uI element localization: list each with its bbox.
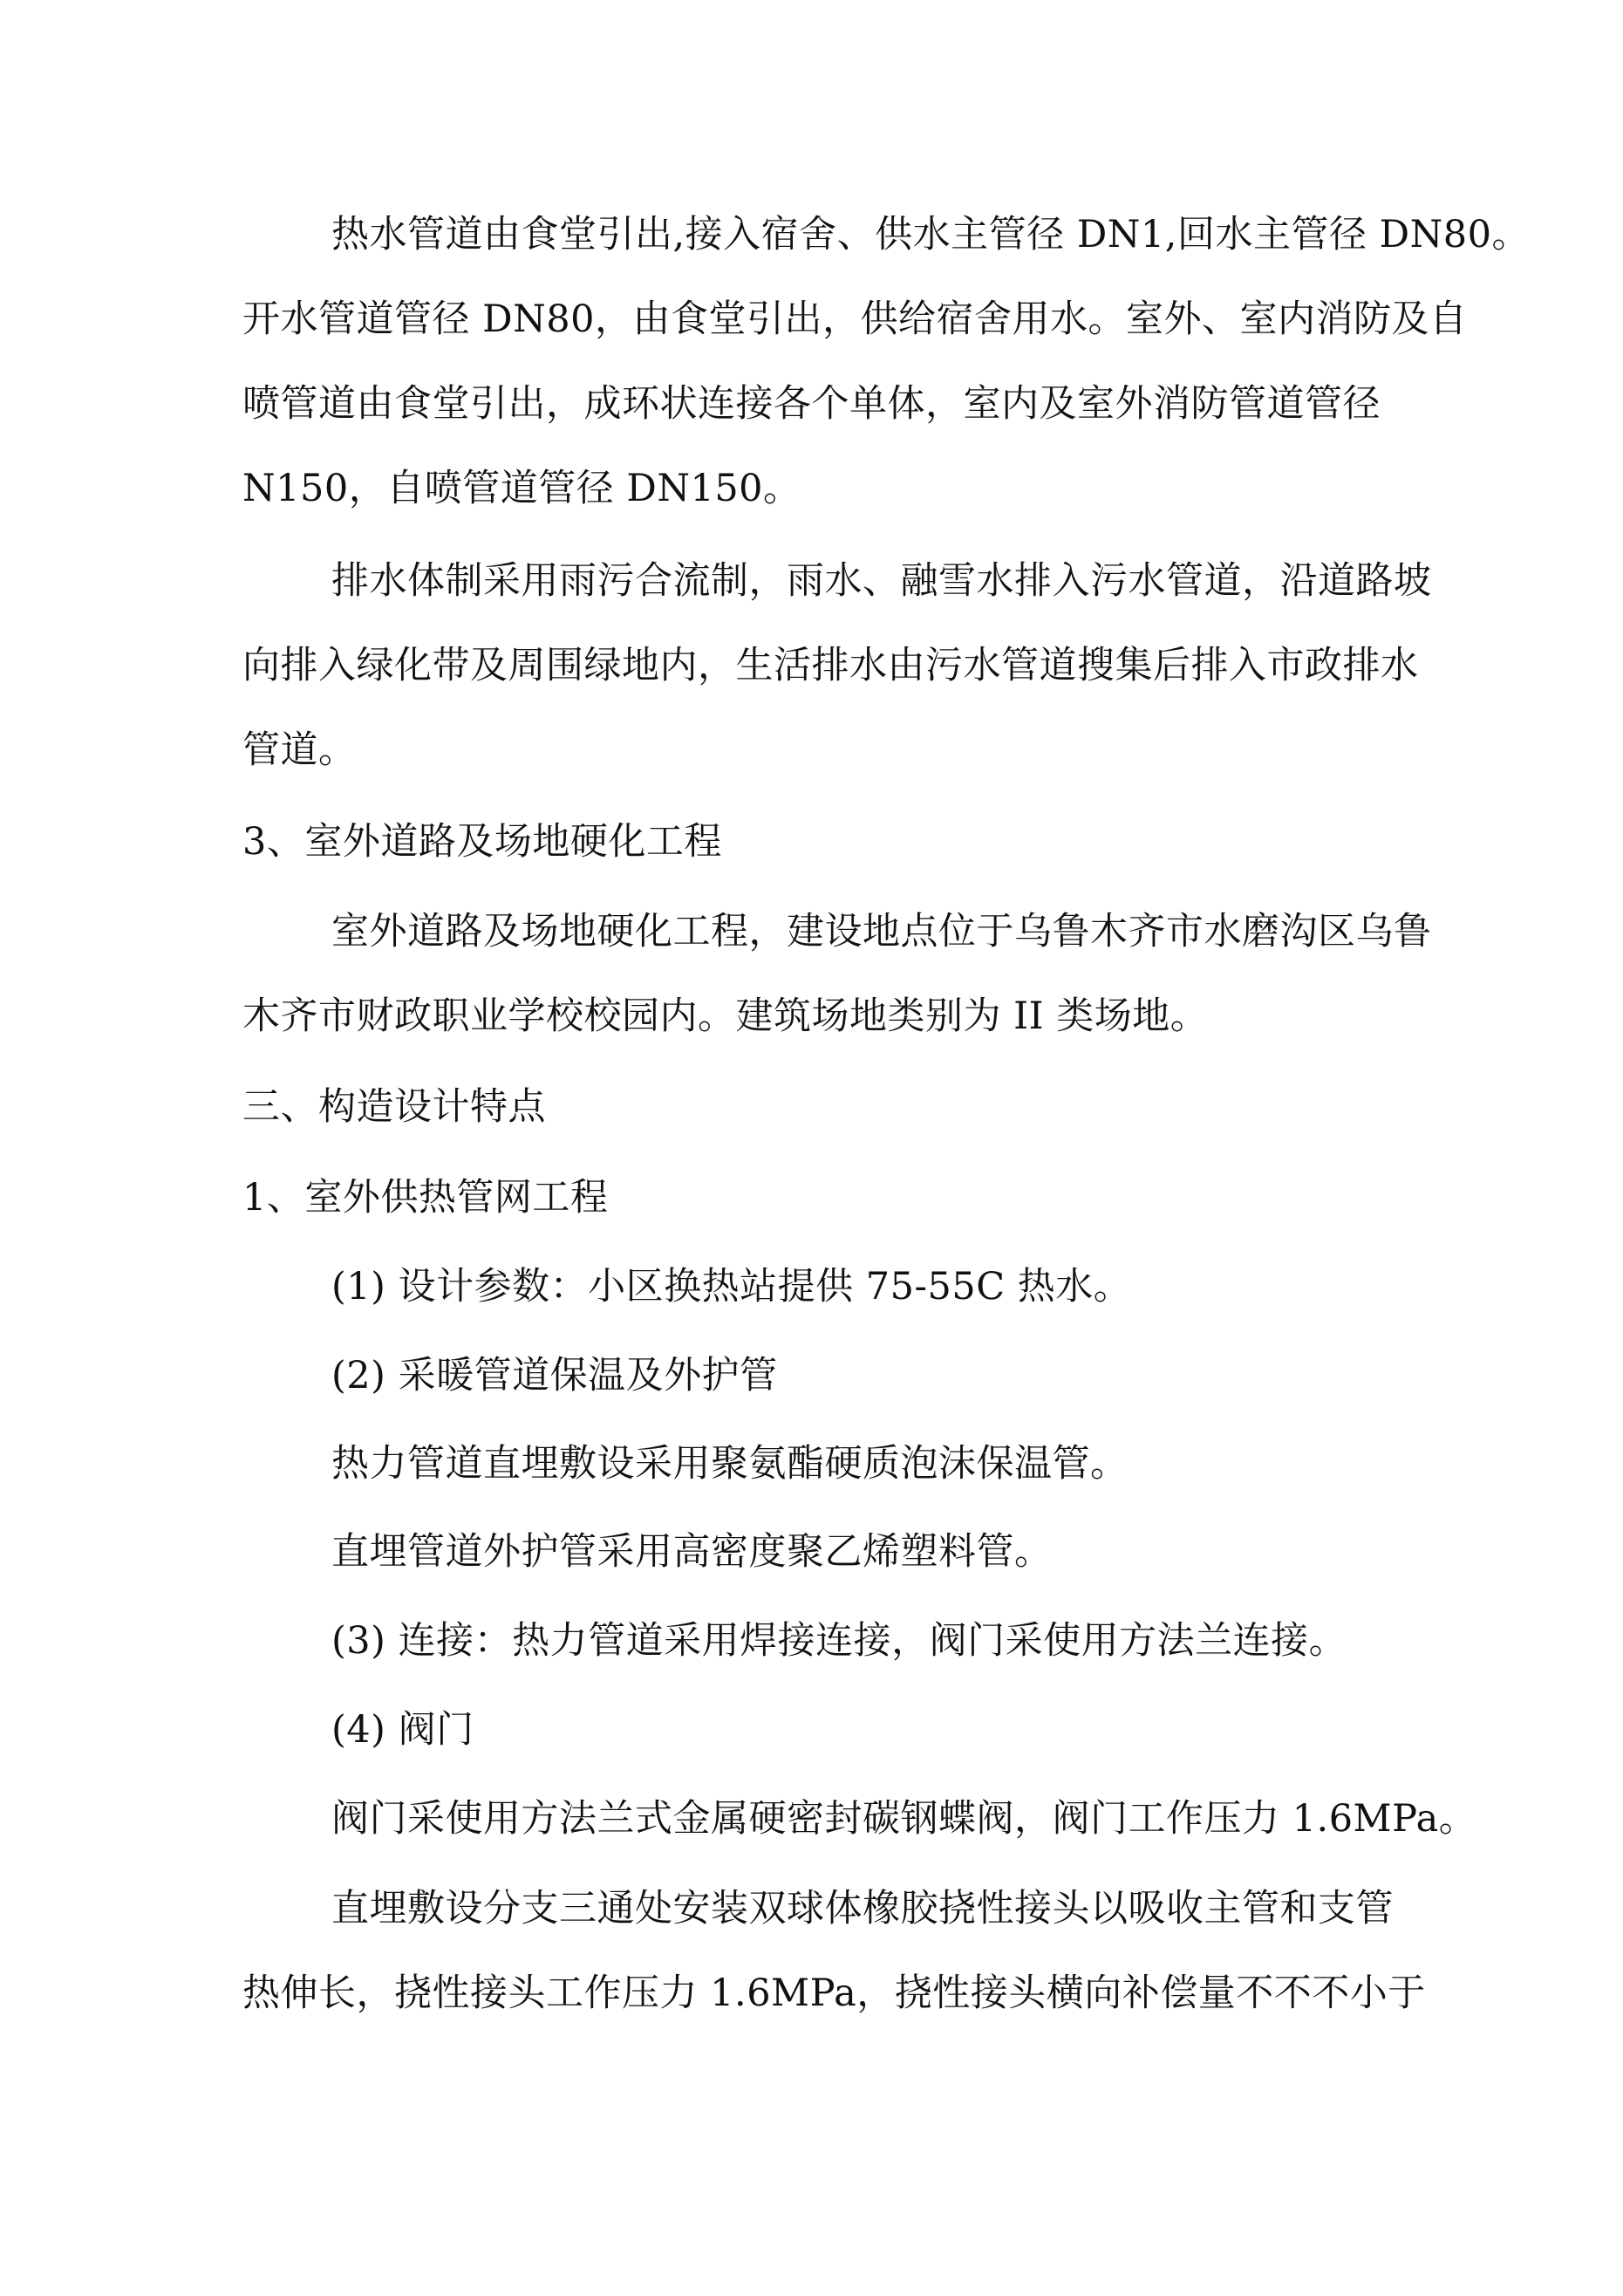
paragraph-drainage-line-3: 管道。 <box>242 728 357 772</box>
section-heading-heating-network: 1、室外供热管网工程 <box>242 1176 609 1220</box>
paragraph-flexible-joint-line-1: 直埋敷设分支三通处安装双球体橡胶挠性接头以吸收主管和支管 <box>331 1887 1394 1930</box>
paragraph-valve-spec: 阀门采使用方法兰式金属硬密封碳钢蝶阀，阀门工作压力 1.6MPa。 <box>331 1797 1477 1841</box>
paragraph-outer-casing: 直埋管道外护管采用高密度聚乙烯塑料管。 <box>331 1530 1053 1574</box>
paragraph-drainage-line-2: 向排入绿化带及周围绿地内，生活排水由污水管道搜集后排入市政排水 <box>242 644 1419 687</box>
paragraph-drainage-line-1: 排水体制采用雨污合流制，雨水、融雪水排入污水管道，沿道路坡 <box>331 559 1432 603</box>
item-valves: (4) 阀门 <box>331 1708 474 1752</box>
paragraph-insulation-pipe: 热力管道直埋敷设采用聚氨酯硬质泡沫保温管。 <box>331 1442 1129 1486</box>
paragraph-roads-line-2: 木齐市财政职业学校校园内。建筑场地类别为 II 类场地。 <box>242 994 1209 1038</box>
paragraph-flexible-joint-line-2: 热伸长，挠性接头工作压力 1.6MPa，挠性接头横向补偿量不不不小于 <box>242 1971 1426 2015</box>
paragraph-hot-water-line-2: 开水管道管径 DN80，由食堂引出，供给宿舍用水。室外、室内消防及自 <box>242 297 1468 341</box>
paragraph-hot-water-line-1: 热水管道由食堂引出,接入宿舍、供水主管径 DN1,回水主管径 DN80。 <box>331 213 1530 256</box>
section-heading-outdoor-roads: 3、室外道路及场地硬化工程 <box>242 820 722 864</box>
paragraph-hot-water-line-4: N150，自喷管道管径 DN150。 <box>242 467 801 510</box>
paragraph-roads-line-1: 室外道路及场地硬化工程，建设地点位于乌鲁木齐市水磨沟区乌鲁 <box>331 910 1432 953</box>
paragraph-hot-water-line-3: 喷管道由食堂引出，成环状连接各个单体，室内及室外消防管道管径 <box>242 382 1381 426</box>
item-connection: (3) 连接：热力管道采用焊接连接，阀门采使用方法兰连接。 <box>331 1619 1347 1663</box>
chapter-heading-structural-design: 三、构造设计特点 <box>242 1085 546 1129</box>
item-design-parameters: (1) 设计参数：小区换热站提供 75-55C 热水。 <box>331 1265 1132 1309</box>
item-insulation-and-casing: (2) 采暖管道保温及外护管 <box>331 1354 778 1397</box>
